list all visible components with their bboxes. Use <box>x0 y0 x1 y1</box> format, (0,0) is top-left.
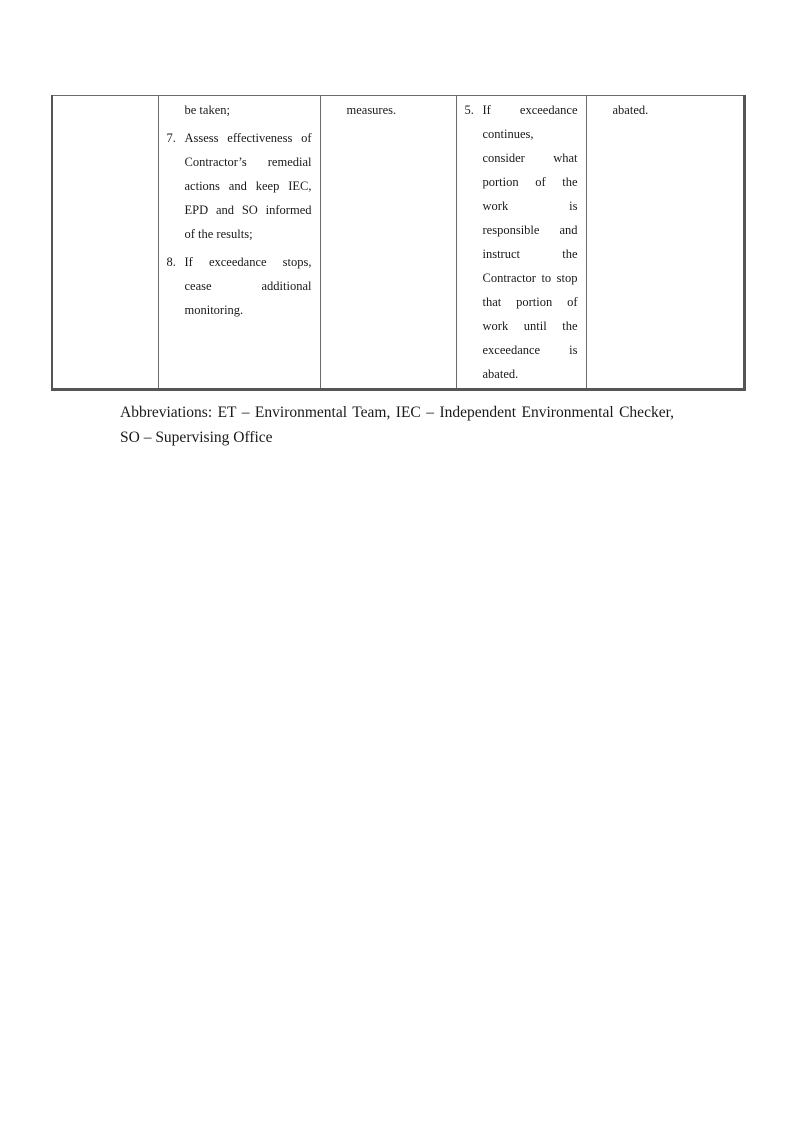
list-line: If exceedance <box>482 103 578 117</box>
list-number: 8. <box>166 255 176 269</box>
list-item <box>167 250 312 322</box>
list-line: Contractor to stop <box>482 271 578 285</box>
list-line: cease additional <box>184 279 312 293</box>
list-line: actions and keep IEC, <box>184 179 312 193</box>
list-line: that portion of <box>482 295 578 309</box>
list-number: 7. <box>166 131 176 145</box>
list-line: instruct the <box>482 247 578 261</box>
list-number: 5. <box>464 103 474 117</box>
list-line: EPD and SO informed <box>184 203 312 217</box>
abbreviations-note: Abbreviations: ET – Environmental Team, IEC – Independent Environmental Checker, SO – Supervising Office <box>120 404 674 446</box>
list-line: Contractor’s remedial <box>184 155 312 169</box>
list-line: abated. <box>482 367 519 381</box>
list-item <box>167 126 312 246</box>
list-item-continuation: be taken; <box>184 103 230 117</box>
table-cell-so-actions <box>456 96 586 390</box>
list-line: exceedance is <box>482 343 578 357</box>
list-line: work until the <box>482 319 578 333</box>
cell-text: measures. <box>346 103 397 117</box>
list-line: Assess effectiveness of <box>184 131 312 145</box>
list-line: of the results; <box>184 227 253 241</box>
event-action-table <box>51 95 746 391</box>
list-line: responsible and <box>482 223 578 237</box>
list-line: monitoring. <box>184 303 244 317</box>
list-line: work is <box>482 199 578 213</box>
table-cell-et-actions <box>158 96 320 390</box>
list-line: continues, <box>482 127 534 141</box>
list-line: portion of the <box>482 175 578 189</box>
table-row <box>52 96 744 390</box>
list-line: consider what <box>482 151 578 165</box>
table-cell-event <box>52 96 158 390</box>
table-cell-contractor-actions <box>586 96 744 390</box>
list-line: If exceedance stops, <box>184 255 312 269</box>
table-cell-iec-actions <box>320 96 456 390</box>
list-item <box>465 98 578 386</box>
cell-text: abated. <box>612 103 649 117</box>
